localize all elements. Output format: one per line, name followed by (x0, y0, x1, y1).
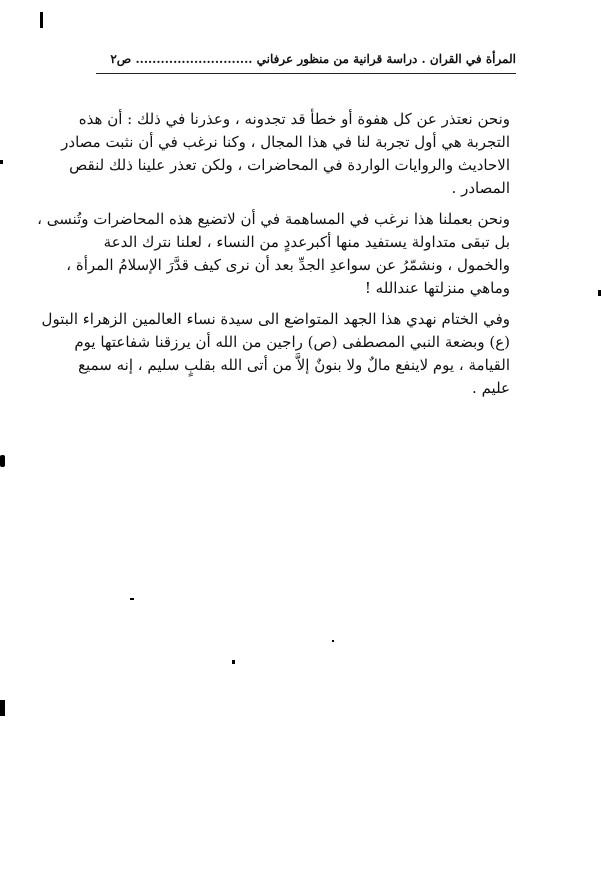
text-line: عليم . (472, 379, 510, 397)
paragraph-dedication (41, 308, 510, 400)
text-line: والخمول ، ونشمّرُ عن سواعدِ الجدِّ بعد أن نرى كيف قدَّرَ الإسلامُ المرأة ، (66, 256, 510, 274)
header-title: المرأة في القران . دراسة قرانية من منظور عرفاني (256, 52, 516, 66)
scan-speck (0, 455, 5, 467)
text-line: التجربة هي أول تجربة لنا في هذا المجال ، وكنا نرغب في أن نثبت مصادر (61, 133, 510, 151)
scan-speck (0, 700, 5, 716)
text-line: وفي الختام نهدي هذا الجهد المتواضع الى سيدة نساء العالمين الزهراء البتول (41, 310, 510, 328)
text-line: (ع) وبضعة النبي المصطفى (ص) راجين من الله أن يرزقنا شفاعتها يوم (74, 333, 510, 351)
text-line: وماهي منزلتها عندالله ! (364, 279, 510, 297)
text-line: المصادر . (451, 179, 510, 197)
paragraph-purpose (37, 208, 510, 300)
body-text (37, 108, 510, 402)
text-line: ونحن بعملنا هذا نرغب في المساهمة في أن لاتضيع هذه المحاضرات وتُنسى ، (37, 210, 510, 228)
text-line: القيامة ، يوم لاينفع مالٌ ولا بنونٌ إلاَّ من أتى الله بقلبٍ سليم ، إنه سميع (78, 356, 510, 374)
scan-speck (0, 160, 3, 164)
running-header (96, 52, 516, 66)
text-line: ونحن نعتذر عن كل هفوة أو خطأ قد تجدونه ، وعذرنا في ذلك : أن هذه (78, 110, 510, 128)
scan-speck (130, 598, 134, 600)
header-rule (96, 73, 516, 74)
text-line: الاحاديث والروايات الواردة في المحاضرات ، ولكن تعذر علينا ذلك لنقص (69, 156, 510, 174)
text-line: بل تبقى متداولة يستفيد منها أكبرعددٍ من النساء ، لعلنا نترك الدعة (103, 233, 510, 251)
scan-speck (40, 12, 43, 28)
header-page-number: ص٢ (110, 52, 132, 66)
scan-speck (332, 640, 334, 642)
paragraph-apology (61, 108, 510, 200)
scan-speck (232, 660, 235, 664)
header-dots: ............................ (135, 52, 253, 66)
